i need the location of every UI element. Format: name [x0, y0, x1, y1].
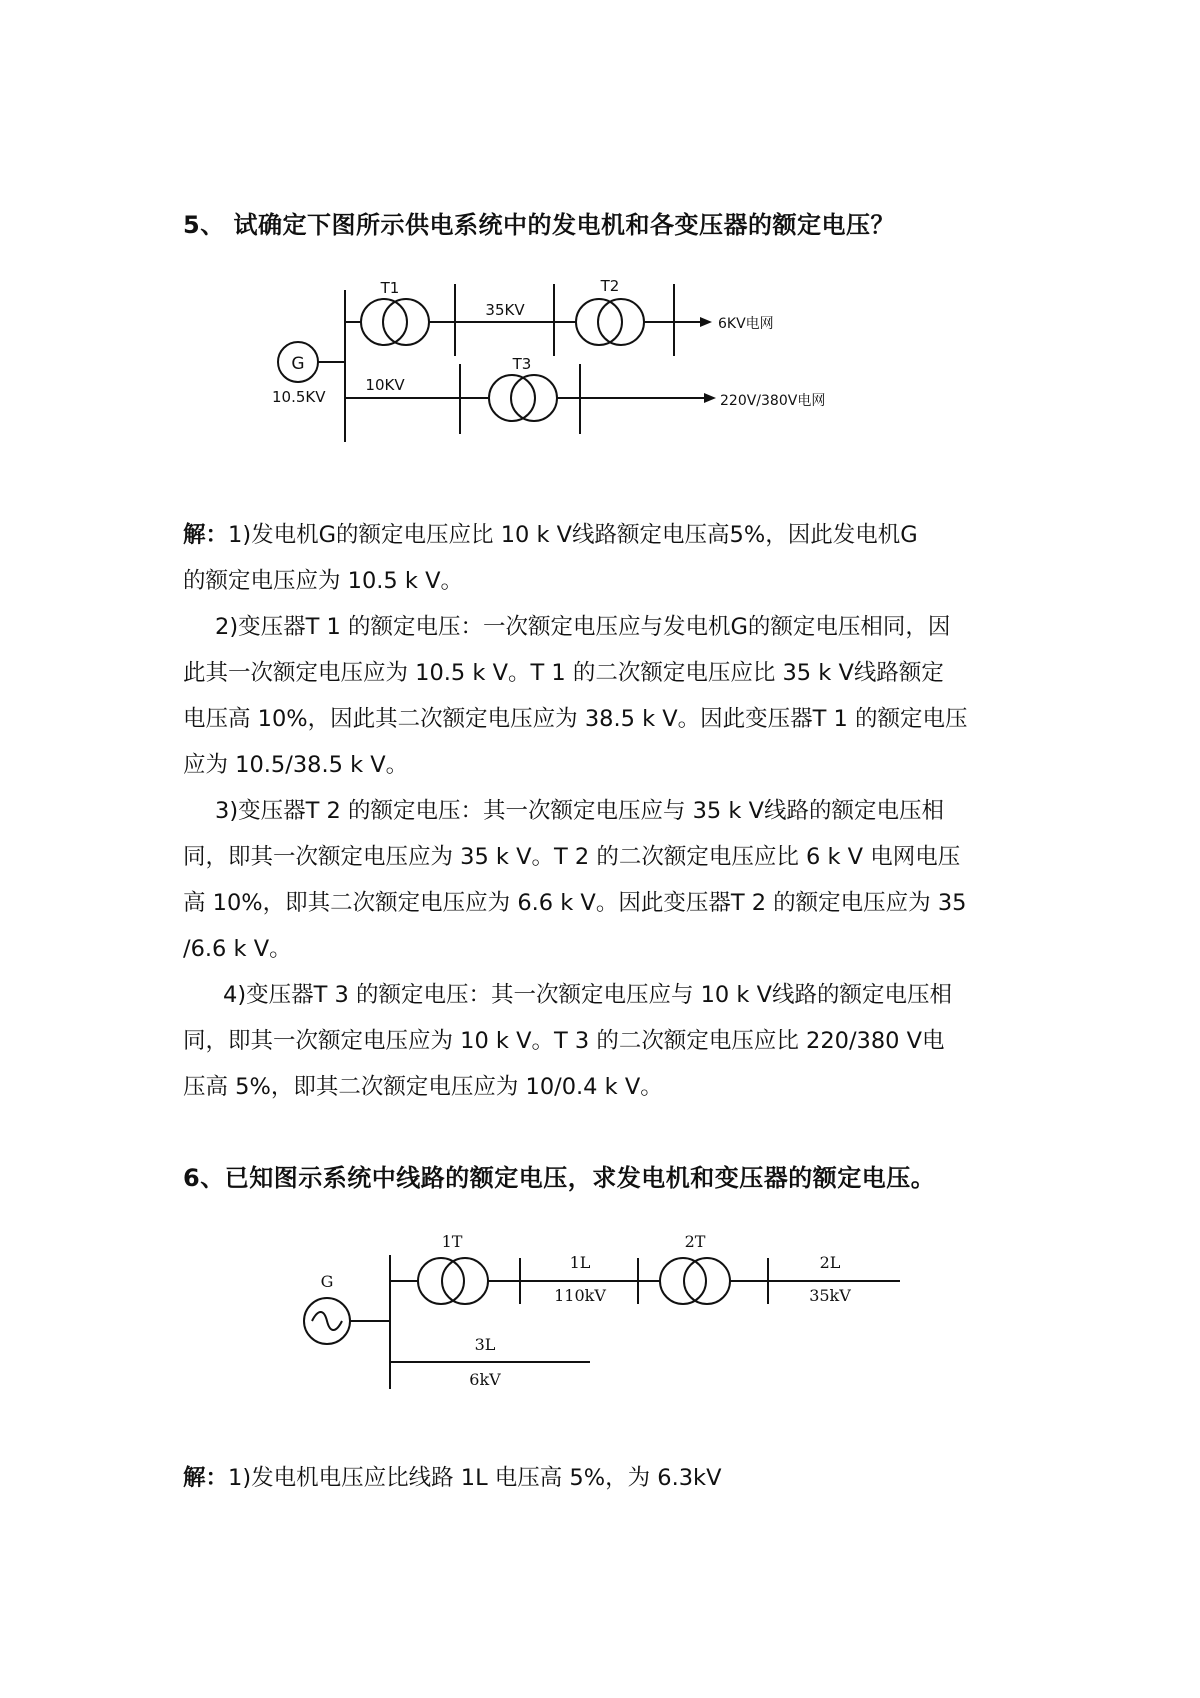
line-3l-voltage: 6kV [469, 1370, 501, 1389]
t1-label: T1 [380, 279, 400, 297]
line-35kv-label: 35KV [485, 301, 525, 319]
line-1l-voltage: 110kV [554, 1286, 606, 1305]
q5-solution-line-5: 电压高 10%，因此其二次额定电压应为 38.5 k V。因此变压器T 1 的额定电压 [183, 706, 968, 732]
line-3l-label: 3L [474, 1335, 496, 1354]
q5-solution-line-7: 3)变压器T 2 的额定电压：其一次额定电压应与 35 k V线路的额定电压相 [215, 798, 944, 824]
q6-system-diagram [290, 1225, 930, 1405]
q5-solution-line-2: 的额定电压应为 10.5 k V。 [183, 568, 463, 594]
q5-solution [183, 512, 968, 1110]
output-6kv-label: 6KV电网 [718, 316, 774, 332]
q5-solution-line-13: 压高 5%，即其二次额定电压应为 10/0.4 k V。 [183, 1074, 663, 1100]
q6-solution-line-1: 1)发电机电压应比线路 1L 电压高 5%，为 6.3kV [228, 1465, 722, 1491]
generator-voltage-label: 10.5KV [272, 388, 326, 406]
generator-g-label: G [291, 354, 305, 374]
q5-solution-line-4: 此其一次额定电压应为 10.5 k V。T 1 的二次额定电压应比 35 k V线路额定 [183, 660, 944, 686]
arrow-6kv [700, 317, 712, 327]
t2-label: T2 [600, 277, 620, 295]
generator-sine-icon [312, 1312, 342, 1330]
arrow-220v [704, 393, 716, 403]
q6-solution [183, 1455, 721, 1501]
q5-solution-line-10: /6.6 k V。 [183, 936, 292, 962]
line-2l-voltage: 35kV [809, 1286, 851, 1305]
q5-solution-line-12: 同，即其一次额定电压应为 10 k V。T 3 的二次额定电压应比 220/380 V电 [183, 1028, 945, 1054]
q6-title: 6、已知图示系统中线路的额定电压，求发电机和变压器的额定电压。 [183, 1164, 936, 1192]
line-2l-label: 2L [819, 1253, 841, 1272]
line-1l-label: 1L [569, 1253, 591, 1272]
q5-title: 5、 试确定下图所示供电系统中的发电机和各变压器的额定电压？ [183, 211, 896, 239]
q5-supply-diagram [260, 270, 940, 450]
q5-solution-prefix: 解： [183, 522, 229, 548]
t1-label: 1T [441, 1232, 463, 1251]
t3-label: T3 [512, 355, 532, 373]
output-220v-label: 220V/380V电网 [720, 393, 826, 409]
q5-solution-line-9: 高 10%，即其二次额定电压应为 6.6 k V。因此变压器T 2 的额定电压应为 35 [183, 890, 967, 916]
t2-label: 2T [684, 1232, 706, 1251]
q6-solution-prefix: 解： [183, 1465, 229, 1491]
q5-solution-line-11: 4)变压器T 3 的额定电压：其一次额定电压应与 10 k V线路的额定电压相 [223, 982, 952, 1008]
generator-g-label: G [320, 1272, 334, 1291]
q5-solution-line-3: 2)变压器T 1 的额定电压：一次额定电压应与发电机G的额定电压相同，因 [215, 614, 951, 640]
line-10kv-label: 10KV [365, 376, 405, 394]
q5-solution-line-6: 应为 10.5/38.5 k V。 [183, 752, 409, 778]
q5-solution-line-1: 1)发电机G的额定电压应比 10 k V线路额定电压高5%，因此发电机G [228, 522, 918, 548]
q5-solution-line-8: 同，即其一次额定电压应为 35 k V。T 2 的二次额定电压应比 6 k V 电网电压 [183, 844, 961, 870]
